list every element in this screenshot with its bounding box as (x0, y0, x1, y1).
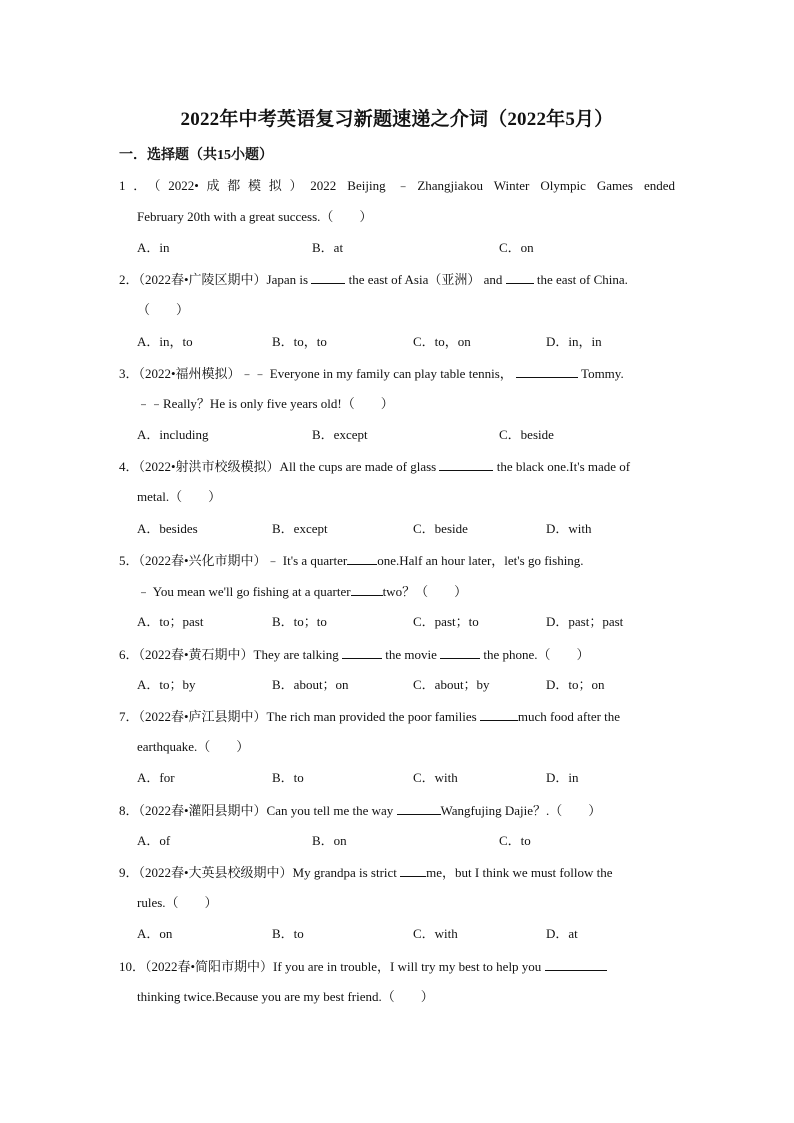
option-a[interactable]: A．besides (137, 521, 198, 536)
question-9-options (137, 926, 697, 942)
question-text: ﹣ You mean we'll go fishing at a quarter (137, 584, 351, 599)
option-a[interactable]: A．including (137, 427, 209, 442)
option-d[interactable]: D．in，in (546, 334, 602, 349)
option-b[interactable]: B．about；on (272, 677, 349, 692)
question-text: 8．（2022春•灌阳县期中）Can you tell me the way (119, 803, 394, 818)
question-text: 6．（2022春•黄石期中）They are talking (119, 647, 339, 662)
question-5-line-2 (137, 583, 467, 600)
option-c[interactable]: C．to，on (413, 334, 471, 349)
option-a[interactable]: A．in (137, 240, 170, 255)
option-b[interactable]: B．on (312, 833, 347, 848)
question-text: me，but I think we must follow the (426, 865, 613, 880)
answer-blank (397, 802, 441, 815)
question-4-options (137, 521, 697, 537)
question-2-line-2: （ ） (137, 302, 190, 317)
question-text: 3．（2022•福州模拟）﹣﹣ Everyone in my family can play table tennis， (119, 366, 513, 381)
document-title: 2022年中考英语复习新题速递之介词（2022年5月） (180, 109, 614, 130)
answer-blank (516, 365, 578, 378)
option-c[interactable]: C．beside (413, 521, 468, 536)
question-2-line-1 (119, 271, 628, 288)
option-a[interactable]: A．to；by (137, 677, 196, 692)
option-b[interactable]: B．except (312, 427, 368, 442)
question-1-line-2: February 20th with a great success.（ ） (137, 209, 373, 224)
question-text: 10．（2022春•简阳市期中）If you are in trouble，I will try my best to help you (119, 959, 542, 974)
question-7-line-2: earthquake.（ ） (137, 739, 250, 754)
option-a[interactable]: A．on (137, 926, 173, 941)
question-text: one.Half an hour later，let's go fishing. (377, 553, 584, 568)
question-1-line-1: 1．（2022•成都模拟）2022 Beijing ﹣Zhangjiakou Winter Olympic Games ended (119, 178, 675, 193)
option-a[interactable]: A．of (137, 833, 171, 848)
question-4-line-1 (119, 458, 630, 475)
question-6-line-1 (119, 646, 590, 663)
answer-blank (347, 552, 377, 565)
question-text: the movie (385, 647, 437, 662)
question-3-line-2: ﹣﹣Really？He is only five years old!（ ） (137, 396, 394, 411)
question-7-options (137, 770, 697, 786)
option-d[interactable]: D．with (546, 521, 592, 536)
question-10-line-2: thinking twice.Because you are my best friend.（ ） (137, 989, 434, 1004)
answer-blank (439, 458, 493, 471)
question-text: two？（ ） (382, 584, 468, 599)
answer-blank (506, 271, 534, 284)
answer-blank (480, 708, 518, 721)
question-7-line-1 (119, 708, 620, 725)
option-a[interactable]: A．to；past (137, 614, 204, 629)
section-heading: 一．选择题（共15小题） (119, 148, 273, 163)
option-d[interactable]: D．to；on (546, 677, 605, 692)
option-c[interactable]: C．past；to (413, 614, 479, 629)
question-text: the phone.（ ） (483, 647, 590, 662)
option-a[interactable]: A．for (137, 770, 175, 785)
answer-blank (351, 583, 383, 596)
question-text: 7．（2022春•庐江县期中）The rich man provided the poor families (119, 709, 477, 724)
answer-blank (342, 646, 382, 659)
question-2-options (137, 334, 697, 350)
answer-blank (545, 958, 607, 971)
option-b[interactable]: B．at (312, 240, 344, 255)
option-c[interactable]: C．about；by (413, 677, 490, 692)
option-b[interactable]: B．to；to (272, 614, 327, 629)
option-d[interactable]: D．past；past (546, 614, 624, 629)
question-text: the east of China. (536, 272, 628, 287)
option-b[interactable]: B．except (272, 521, 328, 536)
question-text: the east of Asia（亚洲） and (348, 272, 503, 287)
question-5-line-1 (119, 552, 584, 569)
question-6-options (137, 677, 697, 693)
question-3-options (137, 427, 697, 443)
question-4-line-2: metal.（ ） (137, 489, 222, 504)
question-text: much food after the (517, 709, 621, 724)
question-8-line-1 (119, 802, 601, 819)
option-c[interactable]: C．with (413, 770, 458, 785)
option-b[interactable]: B．to (272, 770, 304, 785)
question-1-options (137, 240, 697, 256)
question-text: 4．（2022•射洪市校级模拟）All the cups are made of glass (119, 459, 437, 474)
option-c[interactable]: C．to (499, 833, 531, 848)
question-text: Wangfujing Dajie？.（ ） (440, 803, 602, 818)
question-text: 2．（2022春•广陵区期中）Japan is (119, 272, 309, 287)
question-10-line-1 (119, 958, 607, 975)
question-8-options (137, 833, 697, 849)
option-c[interactable]: C．beside (499, 427, 554, 442)
question-9-line-2: rules.（ ） (137, 895, 218, 910)
question-text: 5．（2022春•兴化市期中）﹣ It's a quarter (119, 553, 348, 568)
option-d[interactable]: D．at (546, 926, 578, 941)
option-a[interactable]: A．in，to (137, 334, 193, 349)
question-9-line-1 (119, 864, 612, 881)
option-d[interactable]: D．in (546, 770, 579, 785)
answer-blank (440, 646, 480, 659)
answer-blank (311, 271, 345, 284)
question-text: Tommy. (581, 366, 624, 381)
question-text: 9．（2022春•大英县校级期中）My grandpa is strict (119, 865, 397, 880)
answer-blank (400, 864, 426, 877)
question-text: the black one.It's made of (496, 459, 631, 474)
question-3-line-1 (119, 365, 624, 382)
option-b[interactable]: B．to，to (272, 334, 327, 349)
option-b[interactable]: B．to (272, 926, 304, 941)
option-c[interactable]: C．on (499, 240, 534, 255)
question-5-options (137, 614, 697, 630)
option-c[interactable]: C．with (413, 926, 458, 941)
